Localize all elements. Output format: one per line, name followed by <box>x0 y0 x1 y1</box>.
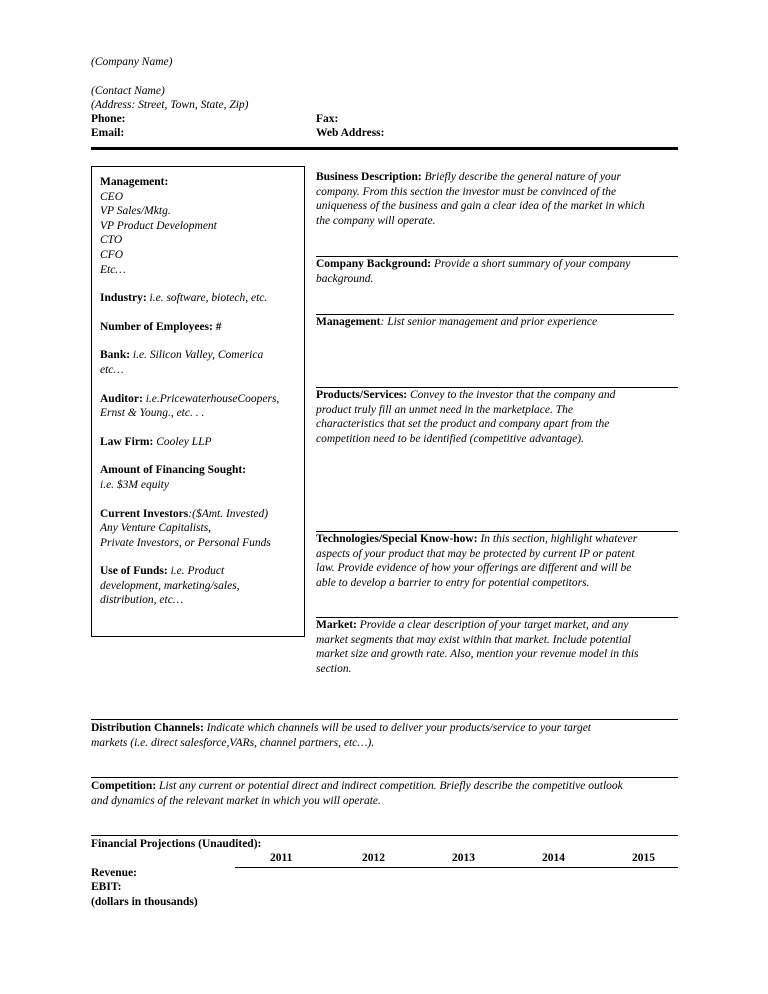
year-label: 2013 <box>452 852 475 864</box>
email-label: Email: <box>91 127 125 139</box>
section-text: and dynamics of the relevant market in which you will operate. <box>91 794 381 807</box>
section-text: markets (i.e. direct salesforce,VARs, channel partners, etc…). <box>91 736 375 749</box>
section-text: List any current or potential direct and indirect competition. Briefly describe the competitive outlook <box>156 780 623 792</box>
bank-value-cont: etc… <box>100 363 124 376</box>
lawfirm-value: Cooley LLP <box>153 435 212 448</box>
section-text: Indicate which channels will be used to deliver your products/service to your target <box>203 722 591 734</box>
management-role: CTO <box>100 234 123 247</box>
products-services-section <box>316 388 681 446</box>
section-text: Provide a short summary of your company <box>431 258 631 270</box>
year-label: 2012 <box>362 852 385 864</box>
section-text: the company will operate. <box>316 214 436 227</box>
management-role: VP Product Development <box>100 219 217 232</box>
section-text: background. <box>316 272 374 285</box>
management-role: CEO <box>100 190 123 203</box>
funds-label: Use of Funds: <box>100 565 168 578</box>
funds-value-cont: development, marketing/sales, <box>100 579 240 592</box>
section-text: section. <box>316 662 352 675</box>
web-address-label: Web Address: <box>316 127 385 139</box>
year-label: 2015 <box>632 852 655 864</box>
section-heading: Business Description: <box>316 171 422 183</box>
auditor-label: Auditor: <box>100 392 143 405</box>
section-text: uniqueness of the business and gain a clear idea of the market in which <box>316 200 645 213</box>
management-role: CFO <box>100 248 123 261</box>
business-description-section <box>316 170 681 228</box>
funds-field <box>100 564 300 608</box>
financing-label: Amount of Financing Sought: <box>100 464 247 477</box>
section-text: aspects of your product that may be protected by current IP or patent <box>316 547 635 560</box>
section-divider <box>91 777 678 778</box>
investors-field <box>100 507 300 551</box>
section-text: market size and growth rate. Also, mention your revenue model in this <box>316 648 639 661</box>
ebit-row-label: EBIT: <box>91 881 122 893</box>
section-text: Briefly describe the general nature of your <box>421 171 621 183</box>
section-heading: Technologies/Special Know-how: <box>316 533 478 545</box>
industry-value: i.e. software, biotech, etc. <box>146 292 268 305</box>
lawfirm-label: Law Firm: <box>100 435 154 448</box>
section-text: market segments that may exist within that market. Include potential <box>316 633 631 646</box>
phone-label: Phone: <box>91 113 126 125</box>
funds-value-cont: distribution, etc… <box>100 594 184 607</box>
units-note: (dollars in thousands) <box>91 896 198 908</box>
section-text: characteristics that set the product and company apart from the <box>316 418 610 431</box>
section-heading: Management <box>316 316 381 328</box>
industry-label: Industry: <box>100 292 147 305</box>
contact-name: (Contact Name) <box>91 85 165 97</box>
bank-field <box>100 348 300 377</box>
section-heading: Competition: <box>91 780 157 792</box>
header-rule <box>91 147 678 150</box>
section-text: : List senior management and prior experience <box>380 316 598 328</box>
competition-section <box>91 779 686 808</box>
investors-value: Any Venture Capitalists, <box>100 522 212 535</box>
technologies-section <box>316 532 681 590</box>
management-role: VP Sales/Mktg. <box>100 205 171 218</box>
industry-field <box>100 291 300 306</box>
lawfirm-field <box>100 435 300 450</box>
auditor-field <box>100 392 300 421</box>
address: (Address: Street, Town, State, Zip) <box>91 99 249 111</box>
section-divider <box>91 719 678 720</box>
auditor-value-cont: Ernst & Young., etc. . . <box>100 407 205 420</box>
distribution-channels-section <box>91 721 686 750</box>
section-heading: Company Background: <box>316 258 432 270</box>
management-role: Etc… <box>100 263 126 276</box>
section-text: able to develop a barrier to entry for potential competitors. <box>316 576 590 589</box>
financial-years-rule <box>235 867 678 868</box>
year-label: 2014 <box>542 852 565 864</box>
auditor-value: i.e.PricewaterhouseCoopers, <box>142 392 280 405</box>
investors-value: Private Investors, or Personal Funds <box>100 536 271 549</box>
fax-label: Fax: <box>316 113 339 125</box>
section-text: law. Provide evidence of how your offerings are different and will be <box>316 562 632 575</box>
year-label: 2011 <box>270 852 293 864</box>
company-background-section <box>316 257 681 286</box>
investors-label: Current Investors <box>100 507 189 520</box>
investors-label-suffix: :($Amt. Invested) <box>188 507 269 520</box>
section-heading: Market: <box>316 619 357 631</box>
section-text: competition need to be identified (competitive advantage). <box>316 432 584 445</box>
management-label: Management: <box>100 176 169 188</box>
financial-projections-title: Financial Projections (Unaudited): <box>91 838 262 850</box>
employees-label: Number of Employees: # <box>100 320 222 333</box>
section-heading: Distribution Channels: <box>91 722 204 734</box>
management-section <box>316 315 681 330</box>
revenue-row-label: Revenue: <box>91 867 137 879</box>
company-name: (Company Name) <box>91 56 173 68</box>
section-text: company. From this section the investor must be convinced of the <box>316 185 617 198</box>
section-divider <box>91 835 678 836</box>
section-heading: Products/Services: <box>316 389 408 401</box>
section-text: Provide a clear description of your target market, and any <box>356 619 629 631</box>
financing-value: i.e. $3M equity <box>100 478 169 491</box>
section-text: In this section, highlight whatever <box>477 533 638 545</box>
bank-value: i.e. Silicon Valley, Comerica <box>130 349 264 362</box>
section-text: Convey to the investor that the company and <box>407 389 616 401</box>
market-section <box>316 618 681 676</box>
financial-years-row <box>235 851 680 867</box>
section-text: product truly fill an unmet need in the marketplace. The <box>316 403 573 416</box>
bank-label: Bank: <box>100 349 131 362</box>
funds-value: i.e. Product <box>167 565 225 578</box>
financing-field <box>100 463 300 492</box>
summary-sidebar <box>91 166 305 637</box>
